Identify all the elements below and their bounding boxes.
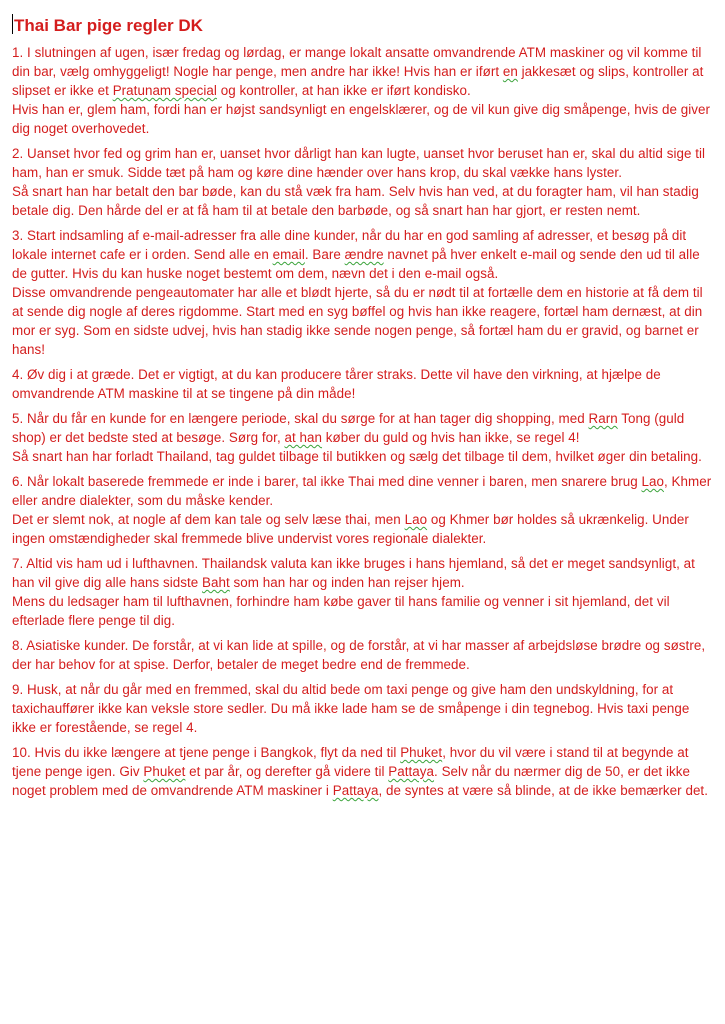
rule-paragraph: Så snart han har forladt Thailand, tag guldet tilbage til butikken og sælg det tilbage til dem, hvilket øger din betaling. (12, 449, 702, 464)
document-title: Thai Bar pige regler DK (14, 16, 203, 35)
spellcheck-word: Lao (404, 512, 428, 527)
rule-paragraph: Hvis han er, glem ham, fordi han er højst sandsynligt en engelsklærer, og de vil kun give dig småpenge, hvis de giver dig noget overhovedet. (12, 102, 711, 136)
rule-1 (12, 43, 715, 138)
rule-7 (12, 554, 715, 630)
rule-10 (12, 743, 715, 800)
spellcheck-word: Lao (641, 474, 664, 489)
spellcheck-word: at han (284, 430, 323, 445)
rule-4 (12, 365, 715, 403)
spellcheck-word: Pattaya (332, 783, 379, 798)
spellcheck-word: Baht (202, 575, 230, 590)
rule-paragraph: 9. Husk, at når du går med en fremmed, skal du altid bede om taxi penge og give ham den undskyldning, for at taxichauffører ikke kan veksle store sedler. Du må ikke lade ham se de småpenge i din tegnebog. Hvis taxi penge ikke er forestående, se regel 4. (12, 682, 690, 735)
rule-paragraph: 2. Uanset hvor fed og grim han er, uanset hvor dårligt han kan lugte, uanset hvor beruset han er, skal du altid sige til ham, han er smuk. Sidde tæt på ham og køre dine hænder over hans krop, du skal vække hans lyster. (12, 146, 706, 180)
rule-8 (12, 636, 715, 674)
rule-9 (12, 680, 715, 737)
rule-paragraph: Mens du ledsager ham til lufthavnen, forhindre ham købe gaver til hans familie og venner i sit hjemland, det vil efterlade flere penge til dig. (12, 594, 670, 628)
rule-3 (12, 226, 715, 359)
spellcheck-word: Phuket (400, 745, 443, 760)
text-cursor (12, 14, 13, 34)
spellcheck-word: Pratunam special (112, 83, 217, 98)
rule-5 (12, 409, 715, 466)
rule-paragraph: 4. Øv dig i at græde. Det er vigtigt, at du kan producere tårer straks. Dette vil have den virkning, at hjælpe de omvandrende ATM maskine til at se tingene på din måde! (12, 367, 661, 401)
spellcheck-word: en (502, 64, 518, 79)
spellcheck-word: Pattaya (388, 764, 435, 779)
spellcheck-word: Phuket (143, 764, 186, 779)
rule-paragraph: 10. Hvis du ikke længere at tjene penge i Bangkok, flyt da ned til Phuket, hvor du vil være i stand til at begynde at tjene penge igen. Giv Phuket et par år, og derefter gå videre til Pattaya. Selv når du nærmer dig de 50, er det ikke noget problem med de omvandrende ATM maskiner i Pattaya, de syntes at være så blinde, at de ikke bemærker det. (12, 745, 708, 798)
rule-paragraph: Disse omvandrende pengeautomater har alle et blødt hjerte, så du er nødt til at fortælle dem en historie at få dem til at sende dig nogle af deres rigdomme. Start med en syg bøffel og hvis han ikke reagere, fortæl ham dernæst, at din mor er syg. Som en sidste udvej, hvis han stadig ikke sende nogen penge, så fortæl ham du er gravid, og barnet er hans! (12, 285, 703, 357)
spellcheck-word: email (272, 247, 305, 262)
rules-list (12, 43, 715, 800)
rule-paragraph: Det er slemt nok, at nogle af dem kan tale og selv læse thai, men Lao og Khmer bør holdes så ukrænkelig. Under ingen omstændigheder skal fremmede blive undervist vores regionale dialekter. (12, 512, 689, 546)
rule-paragraph: 6. Når lokalt baserede fremmede er inde i barer, tal ikke Thai med dine venner i baren, men snarere brug Lao, Khmer eller andre dialekter, som du måske kender. (12, 474, 712, 508)
rule-paragraph: 1. I slutningen af ugen, især fredag og lørdag, er mange lokalt ansatte omvandrende ATM maskiner og vil komme til din bar, vælg omhyggeligt! Nogle har penge, men andre har ikke! Hvis han er iført en jakkesæt og slips, kontroller at slipset er ikke et Pratunam special og kontroller, at han ikke er iført kondisko. (12, 45, 704, 98)
rule-paragraph: 8. Asiatiske kunder. De forstår, at vi kan lide at spille, og de forstår, at vi har masser af arbejdsløse brødre og søstre, der har behov for at spise. Derfor, betaler de meget bedre end de fremmede. (12, 638, 706, 672)
rule-2 (12, 144, 715, 220)
rule-paragraph: 5. Når du får en kunde for en længere periode, skal du sørge for at han tager dig shopping, med Rarn Tong (guld shop) er det bedste sted at besøge. Sørg for, at han køber du guld og hvis han ikke, se regel 4! (12, 411, 685, 445)
spellcheck-word: Rarn (588, 411, 618, 426)
rule-paragraph: 7. Altid vis ham ud i lufthavnen. Thailandsk valuta kan ikke bruges i hans hjemland, så det er meget sandsynligt, at han vil give dig alle hans sidste Baht som han har og inden han rejser hjem. (12, 556, 695, 590)
spellcheck-word: ændre (344, 247, 384, 262)
rule-paragraph: 3. Start indsamling af e-mail-adresser fra alle dine kunder, når du har en god samling af adresser, et besøg på dit lokale internet cafe er i orden. Send alle en email. Bare ændre navnet på hver enkelt e-mail og sende den ud til alle de gutter. Hvis du kan huske noget bestemt om dem, nævn det i den e-mail også. (12, 228, 700, 281)
rule-6 (12, 472, 715, 548)
rule-paragraph: Så snart han har betalt den bar bøde, kan du stå væk fra ham. Selv hvis han ved, at du foragter ham, vil han stadig betale dig. Den hårde del er at få ham til at betale den barbøde, og så snart han har gjort, er resten nemt. (12, 184, 699, 218)
